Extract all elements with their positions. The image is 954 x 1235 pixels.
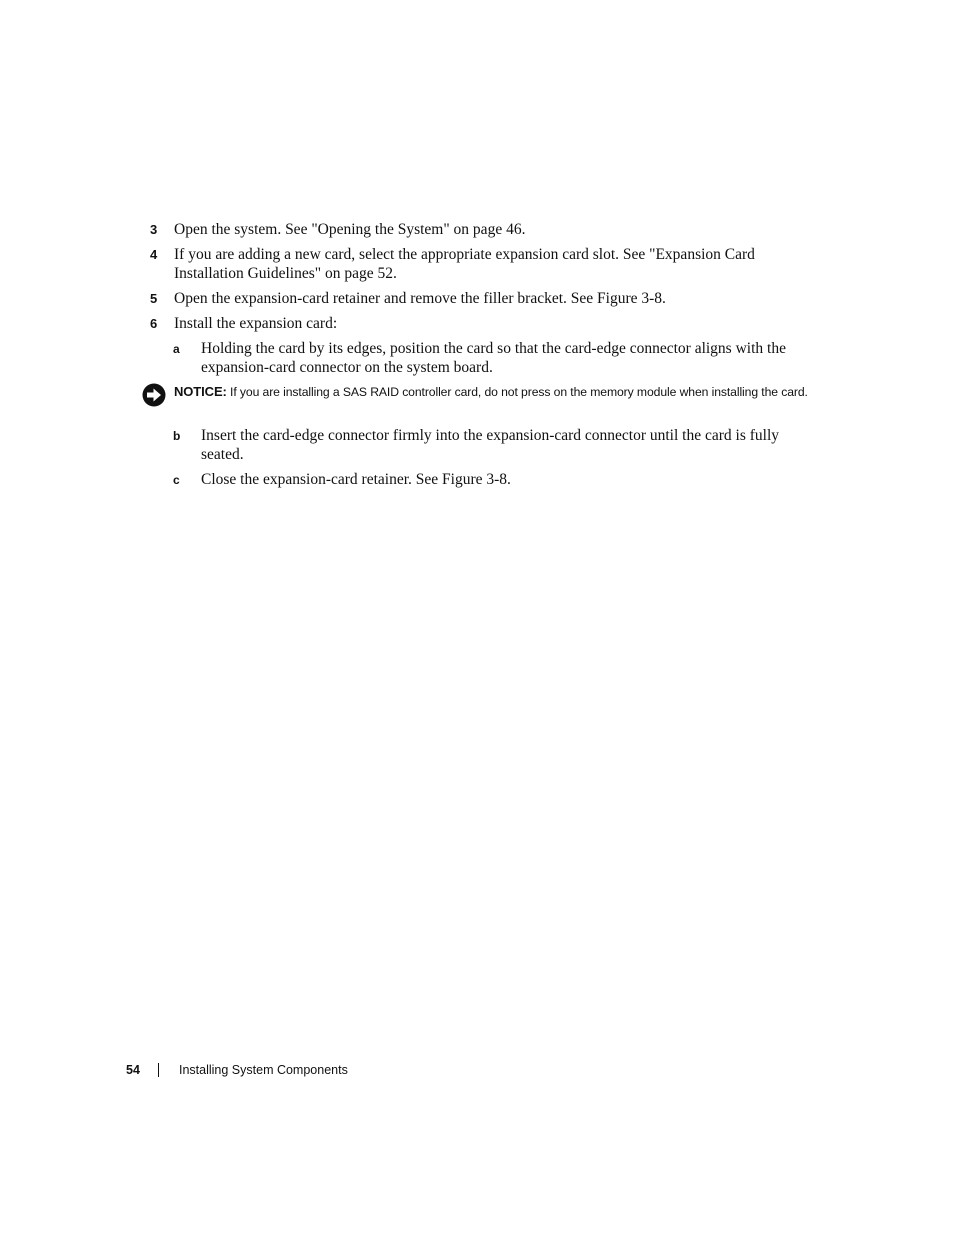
- substep-a: [173, 339, 813, 377]
- section-title: Installing System Components: [179, 1063, 348, 1077]
- step-5: [150, 289, 810, 308]
- notice-label: NOTICE:: [174, 384, 227, 399]
- notice-callout: [142, 383, 818, 401]
- substep-text: Holding the card by its edges, position the card so that the card-edge connector aligns with the expansion-card connector on the system board.: [201, 340, 786, 376]
- step-3: [150, 220, 810, 239]
- substep-text: Insert the card-edge connector firmly into the expansion-card connector until the card is fully seated.: [201, 427, 780, 463]
- step-number: 5: [150, 291, 158, 306]
- substep-letter: a: [173, 342, 180, 356]
- notice-body: If you are installing a SAS RAID controller card, do not press on the memory module when installing the card.: [230, 385, 808, 399]
- substep-b: [173, 426, 813, 464]
- substep-letter: b: [173, 429, 181, 443]
- step-number: 4: [150, 247, 158, 262]
- substep-text: Close the expansion-card retainer. See Figure 3-8.: [201, 471, 511, 488]
- substep-letter: c: [173, 473, 180, 487]
- step-4: [150, 245, 810, 283]
- step-number: 6: [150, 316, 158, 331]
- notice-arrow-icon: [142, 383, 166, 407]
- step-text: If you are adding a new card, select the appropriate expansion card slot. See "Expansion Card Installation Guidelines" on page 52.: [174, 246, 755, 282]
- step-text: Install the expansion card:: [174, 315, 338, 332]
- step-6: [150, 314, 810, 333]
- footer-divider: [158, 1063, 159, 1077]
- page-number: 54: [126, 1063, 140, 1077]
- substep-c: [173, 470, 813, 489]
- notice-text-block: [174, 383, 818, 401]
- step-text: Open the system. See "Opening the System" on page 46.: [174, 221, 526, 238]
- step-number: 3: [150, 222, 158, 237]
- step-text: Open the expansion-card retainer and remove the filler bracket. See Figure 3-8.: [174, 290, 666, 307]
